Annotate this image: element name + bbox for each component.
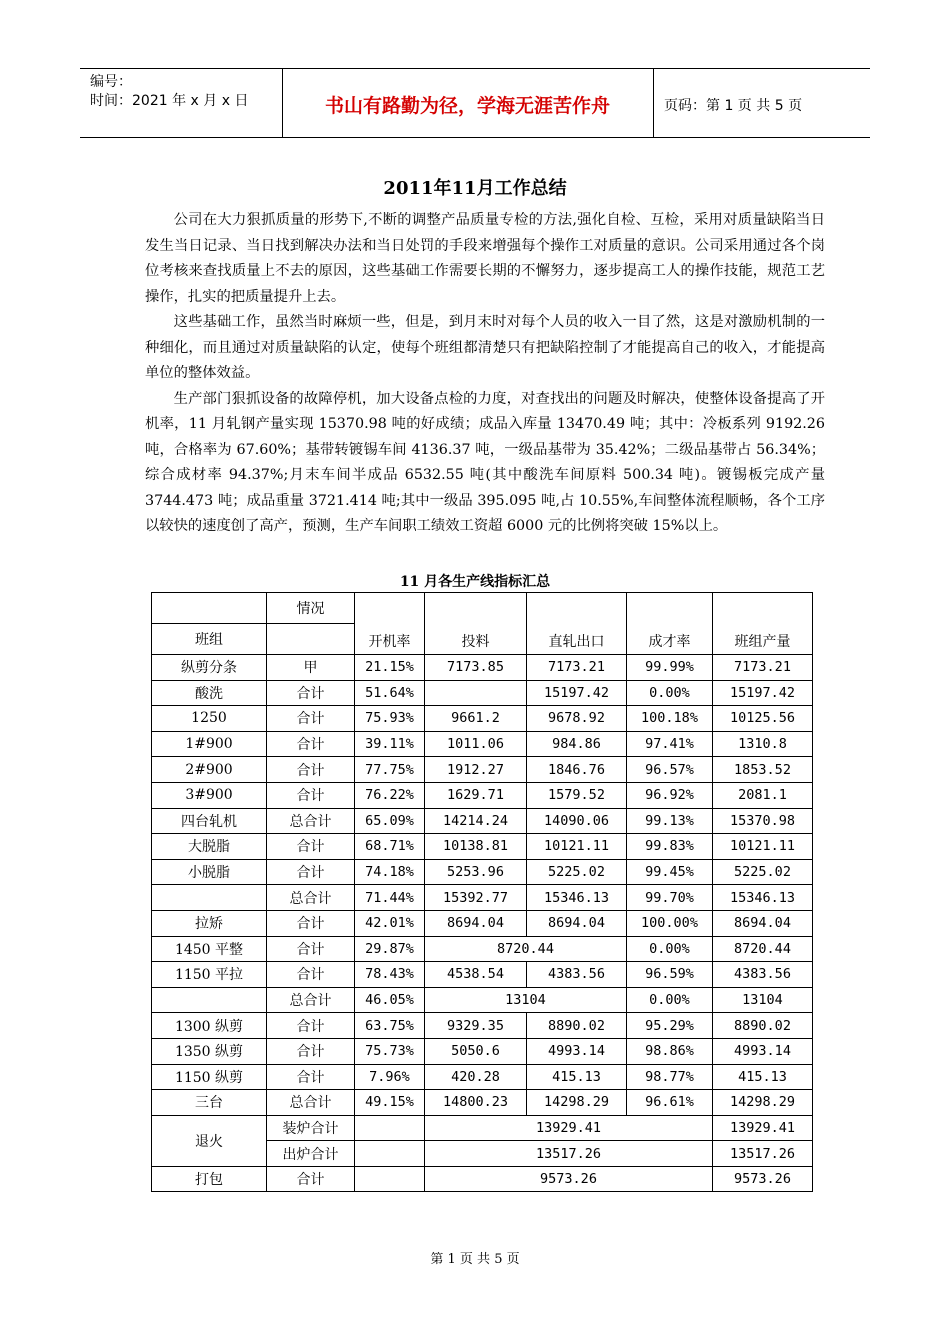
output-cell: 4993.14 [713,1038,813,1064]
header-page-info: 页码：第 1 页 共 5 页 [664,98,803,114]
status-cell: 合计 [267,1064,355,1090]
group-cell [152,885,267,911]
group-cell: 酸洗 [152,680,267,706]
paragraph: 这些基础工作，虽然当时麻烦一些，但是，到月末时对每个人员的收入一目了然，这是对激励机制的一种细化，而且通过对质量缺陷的认定，使每个班组都清楚只有把缺陷控制了才能提高自己的收入，才能提高单位的整体效益。 [145,314,825,381]
uptime-cell: 76.22% [355,782,425,808]
group-cell: 纵剪分条 [152,655,267,681]
status-cell: 合计 [267,706,355,732]
header-uptime: 开机率 [355,593,425,655]
input-cell: 420.28 [425,1064,527,1090]
table-row [152,1064,813,1090]
status-cell: 合计 [267,936,355,962]
table-row [152,962,813,988]
direct-rolling-cell: 15346.13 [527,885,627,911]
direct-rolling-cell: 4993.14 [527,1038,627,1064]
output-cell: 9573.26 [713,1166,813,1192]
group-cell: 1#900 [152,731,267,757]
uptime-cell: 7.96% [355,1064,425,1090]
table-row [152,987,813,1013]
direct-rolling-cell: 984.86 [527,731,627,757]
input-cell: 14800.23 [425,1090,527,1116]
page-footer: 第 1 页 共 5 页 [430,1252,520,1267]
output-cell: 15197.42 [713,680,813,706]
group-cell: 2#900 [152,757,267,783]
table-row [152,731,813,757]
header-yield: 成才率 [627,593,713,655]
uptime-cell: 46.05% [355,987,425,1013]
table-row [152,655,813,681]
yield-cell: 0.00% [627,680,713,706]
uptime-cell: 71.44% [355,885,425,911]
group-cell: 大脱脂 [152,834,267,860]
yield-cell: 96.92% [627,782,713,808]
header-row [152,593,813,624]
output-cell: 5225.02 [713,859,813,885]
production-summary-table [151,592,813,1192]
uptime-cell: 65.09% [355,808,425,834]
status-cell: 合计 [267,782,355,808]
uptime-cell: 77.75% [355,757,425,783]
table-row [152,834,813,860]
header-output: 班组产量 [713,593,813,655]
status-cell: 合计 [267,757,355,783]
output-cell: 10121.11 [713,834,813,860]
status-cell: 合计 [267,731,355,757]
document-body [145,208,825,540]
direct-rolling-cell: 8890.02 [527,1013,627,1039]
output-cell: 4383.56 [713,962,813,988]
uptime-cell: 39.11% [355,731,425,757]
input-cell [425,680,527,706]
header-input: 投料 [425,593,527,655]
table-row [152,885,813,911]
table-caption: 11 月各生产线指标汇总 [399,574,551,590]
header-direct-rolling: 直轧出口 [527,593,627,655]
output-cell: 13104 [713,987,813,1013]
paragraph: 公司在大力狠抓质量的形势下,不断的调整产品质量专检的方法,强化自检、互检，采用对质量缺陷当日发生当日记录、当日找到解决办法和当日处罚的手段来增强每个操作工对质量的意识。公司采用通过各个岗位考核来查找质量上不去的原因，这些基础工作需要长期的不懈努力，逐步提高工人的操作技能，规范工艺操作，扎实的把质量提升上去。 [145,212,825,305]
group-cell: 1150 平拉 [152,962,267,988]
table-row [152,782,813,808]
output-cell: 8720.44 [713,936,813,962]
group-cell: 1350 纵剪 [152,1038,267,1064]
table-row [152,1115,813,1141]
output-cell: 13517.26 [713,1141,813,1167]
uptime-cell: 21.15% [355,655,425,681]
uptime-cell: 42.01% [355,910,425,936]
input-cell: 15392.77 [425,885,527,911]
uptime-cell: 74.18% [355,859,425,885]
number-label: 编号： [90,74,132,90]
uptime-cell: 63.75% [355,1013,425,1039]
table-row [152,706,813,732]
input-cell: 1629.71 [425,782,527,808]
group-cell: 1250 [152,706,267,732]
status-cell: 总合计 [267,987,355,1013]
input-cell: 1011.06 [425,731,527,757]
uptime-cell: 51.64% [355,680,425,706]
status-cell: 合计 [267,962,355,988]
group-cell: 小脱脂 [152,859,267,885]
direct-rolling-cell: 1579.52 [527,782,627,808]
header-situation: 情况 [267,593,355,624]
yield-cell: 96.59% [627,962,713,988]
document-header [80,68,870,138]
input-cell: 5050.6 [425,1038,527,1064]
output-cell: 7173.21 [713,655,813,681]
header-group: 班组 [152,624,267,655]
uptime-cell: 68.71% [355,834,425,860]
yield-cell: 96.61% [627,1090,713,1116]
output-cell: 8694.04 [713,910,813,936]
direct-rolling-cell: 7173.21 [527,655,627,681]
group-cell: 三台 [152,1090,267,1116]
uptime-cell [355,1115,425,1141]
table-row [152,808,813,834]
uptime-cell [355,1141,425,1167]
uptime-cell [355,1166,425,1192]
yield-cell: 96.57% [627,757,713,783]
status-cell: 合计 [267,834,355,860]
yield-cell: 98.86% [627,1038,713,1064]
uptime-cell: 78.43% [355,962,425,988]
input-cell: 7173.85 [425,655,527,681]
status-cell: 装炉合计 [267,1115,355,1141]
input-cell: 8694.04 [425,910,527,936]
time-label: 时间：2021 年 x 月 x 日 [90,93,249,109]
direct-rolling-cell: 14298.29 [527,1090,627,1116]
merged-value-cell: 13929.41 [425,1115,713,1141]
merged-input-output-cell: 13104 [425,987,627,1013]
merged-value-cell: 13517.26 [425,1141,713,1167]
output-cell: 14298.29 [713,1090,813,1116]
direct-rolling-cell: 8694.04 [527,910,627,936]
direct-rolling-cell: 10121.11 [527,834,627,860]
table-row [152,1090,813,1116]
input-cell: 9661.2 [425,706,527,732]
header-divider [653,69,654,137]
status-cell: 总合计 [267,885,355,911]
merged-value-cell: 9573.26 [425,1166,713,1192]
status-cell: 合计 [267,1013,355,1039]
group-cell [152,987,267,1013]
table-row [152,910,813,936]
output-cell: 10125.56 [713,706,813,732]
group-cell: 1300 纵剪 [152,1013,267,1039]
uptime-cell: 29.87% [355,936,425,962]
yield-cell: 97.41% [627,731,713,757]
status-cell: 合计 [267,859,355,885]
header-meta [90,73,280,111]
direct-rolling-cell: 9678.92 [527,706,627,732]
output-cell: 415.13 [713,1064,813,1090]
output-cell: 15346.13 [713,885,813,911]
direct-rolling-cell: 14090.06 [527,808,627,834]
table-row [152,680,813,706]
status-cell: 总合计 [267,808,355,834]
yield-cell: 99.13% [627,808,713,834]
yield-cell: 98.77% [627,1064,713,1090]
yield-cell: 100.00% [627,910,713,936]
input-cell: 1912.27 [425,757,527,783]
input-cell: 9329.35 [425,1013,527,1039]
group-cell: 3#900 [152,782,267,808]
status-cell: 合计 [267,1038,355,1064]
table-row [152,859,813,885]
uptime-cell: 49.15% [355,1090,425,1116]
motto: 书山有路勤为径，学海无涯苦作舟 [324,95,610,117]
direct-rolling-cell: 4383.56 [527,962,627,988]
yield-cell: 0.00% [627,936,713,962]
output-cell: 1310.8 [713,731,813,757]
status-cell: 总合计 [267,1090,355,1116]
input-cell: 10138.81 [425,834,527,860]
yield-cell: 99.99% [627,655,713,681]
status-cell: 合计 [267,680,355,706]
output-cell: 1853.52 [713,757,813,783]
yield-cell: 99.70% [627,885,713,911]
document-title: 2011年11月工作总结 [383,178,567,199]
paragraph: 生产部门狠抓设备的故障停机，加大设备点检的力度，对查找出的问题及时解决，使整体设备提高了开机率，11 月轧钢产量实现 15370.98 吨的好成绩；成品入库量 13470.49 吨；其中：冷板系列 9192.26 吨，合格率为 67.60%；基带转镀锡车间 4136.37 吨，一级品基带为 35.42%；二级品基带占 56.34%；综合成材率 94.37%;月末车间半成品 6532.55 吨(其中酸洗车间原料 500.34 吨)。镀锡板完成产量 3744.473 吨；成品重量 3721.414 吨;其中一级品 395.095 吨,占 10.55%,车间整体流程顺畅，各个工序以较快的速度创了高产，预测，生产车间职工绩效工资超 6000 元的比例将突破 15%以上。 [145,390,825,534]
yield-cell: 95.29% [627,1013,713,1039]
status-cell: 甲 [267,655,355,681]
table-row [152,757,813,783]
table-row [152,1013,813,1039]
yield-cell: 99.83% [627,834,713,860]
output-cell: 2081.1 [713,782,813,808]
input-cell: 5253.96 [425,859,527,885]
table-row [152,936,813,962]
input-cell: 14214.24 [425,808,527,834]
status-cell: 合计 [267,1166,355,1192]
input-cell: 4538.54 [425,962,527,988]
table-row [152,1166,813,1192]
direct-rolling-cell: 15197.42 [527,680,627,706]
output-cell: 8890.02 [713,1013,813,1039]
yield-cell: 100.18% [627,706,713,732]
merged-input-output-cell: 8720.44 [425,936,627,962]
status-cell: 出炉合计 [267,1141,355,1167]
group-cell: 退火 [152,1115,267,1166]
yield-cell: 99.45% [627,859,713,885]
group-cell: 打包 [152,1166,267,1192]
yield-cell: 0.00% [627,987,713,1013]
status-cell: 合计 [267,910,355,936]
output-cell: 15370.98 [713,808,813,834]
group-cell: 1150 纵剪 [152,1064,267,1090]
direct-rolling-cell: 5225.02 [527,859,627,885]
uptime-cell: 75.73% [355,1038,425,1064]
table-row [152,1038,813,1064]
group-cell: 四台轧机 [152,808,267,834]
group-cell: 拉矫 [152,910,267,936]
output-cell: 13929.41 [713,1115,813,1141]
direct-rolling-cell: 415.13 [527,1064,627,1090]
uptime-cell: 75.93% [355,706,425,732]
direct-rolling-cell: 1846.76 [527,757,627,783]
group-cell: 1450 平整 [152,936,267,962]
